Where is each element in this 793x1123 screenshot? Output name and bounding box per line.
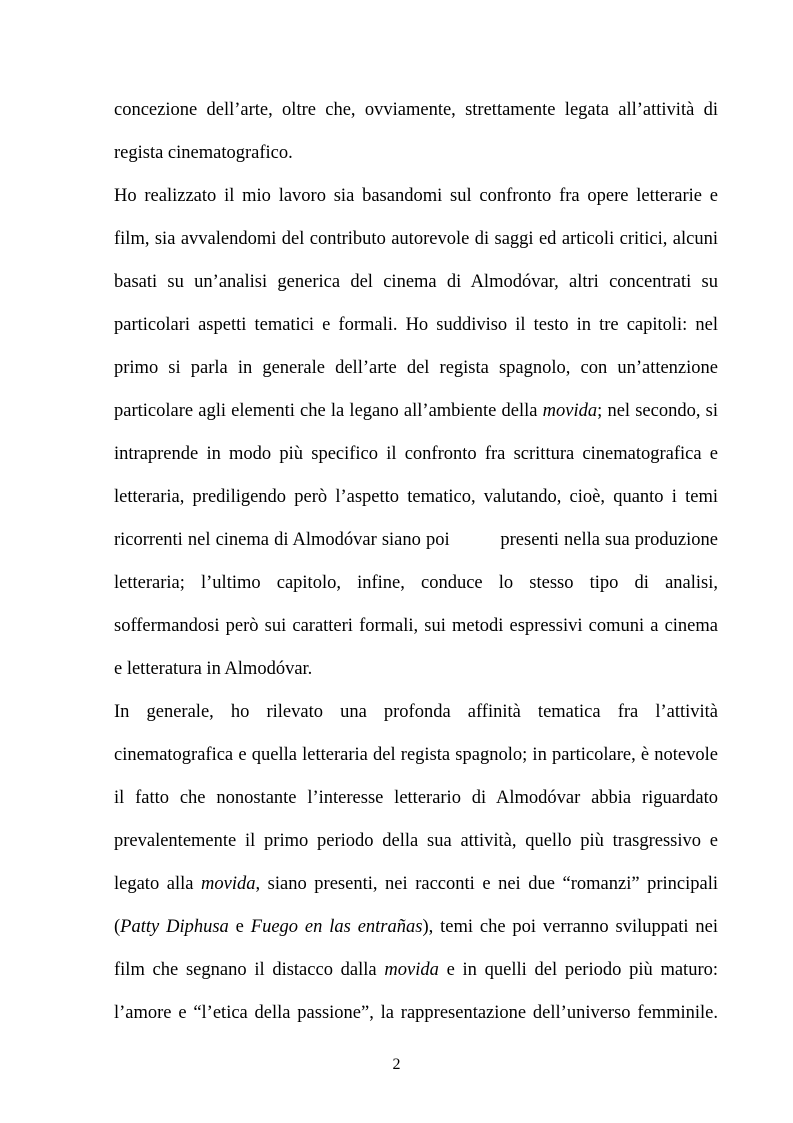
text-segment: intraprende in modo più specifico il confronto fra scrittura cinematografica e <box>114 444 718 464</box>
text-segment: basati su un’analisi generica del cinema di Almodóvar, altri concentrati su <box>114 272 718 292</box>
text-segment: film, sia avvalendomi del contributo autorevole di saggi ed articoli critici, alcuni <box>114 229 718 249</box>
text-line <box>114 304 718 347</box>
text-segment: e letteratura in Almodóvar. <box>114 659 313 679</box>
text-segment: l’amore e “l’etica della passione”, la rappresentazione dell’universo femminile. <box>114 1003 718 1023</box>
italic-text: Fuego en las entrañas <box>250 917 423 937</box>
text-line <box>114 992 718 1035</box>
text-segment: film che segnano il distacco dalla <box>114 960 385 980</box>
text-segment: In generale, ho rilevato una profonda affinità tematica fra l’attività <box>114 702 718 722</box>
page-number: 2 <box>392 1056 401 1073</box>
italic-text: Patty Diphusa <box>120 917 229 937</box>
text-line <box>114 175 718 218</box>
text-segment: ricorrenti nel cinema di Almodóvar siano poi presenti nella sua produzione <box>114 530 718 550</box>
text-segment: e in quelli del periodo più maturo: <box>438 960 718 980</box>
text-segment: Ho realizzato il mio lavoro sia basandomi sul confronto fra opere letterarie e <box>114 186 718 206</box>
italic-text: movida <box>384 960 439 980</box>
body-text <box>114 89 718 1035</box>
text-line <box>114 820 718 863</box>
text-segment: ; nel secondo, si <box>597 401 718 421</box>
text-line <box>114 433 718 476</box>
text-line <box>114 347 718 390</box>
italic-text: movida <box>201 874 256 894</box>
text-line <box>114 906 718 949</box>
text-segment: legato alla <box>114 874 202 894</box>
text-segment: , siano presenti, nei racconti e nei due “romanzi” principali <box>255 874 719 894</box>
text-segment: particolari aspetti tematici e formali. Ho suddiviso il testo in tre capitoli: nel <box>114 315 718 335</box>
text-segment: prevalentemente il primo periodo della sua attività, quello più trasgressivo e <box>114 831 718 851</box>
text-segment: e <box>228 917 251 937</box>
text-line <box>114 562 718 605</box>
text-segment: regista cinematografico. <box>114 143 293 163</box>
text-line <box>114 89 718 132</box>
text-segment: particolare agli elementi che la legano all’ambiente della <box>114 401 543 421</box>
text-line <box>114 648 718 691</box>
text-line <box>114 261 718 304</box>
text-segment: concezione dell’arte, oltre che, ovviamente, strettamente legata all’attività di <box>114 100 718 120</box>
text-segment: letteraria, prediligendo però l’aspetto tematico, valutando, cioè, quanto i temi <box>114 487 718 507</box>
text-segment: cinematografica e quella letteraria del regista spagnolo; in particolare, è notevole <box>114 745 718 765</box>
text-line <box>114 218 718 261</box>
text-line <box>114 777 718 820</box>
text-line <box>114 691 718 734</box>
text-line <box>114 390 718 433</box>
text-line <box>114 519 718 562</box>
text-line <box>114 605 718 648</box>
text-segment: soffermandosi però sui caratteri formali, sui metodi espressivi comuni a cinema <box>114 616 718 636</box>
text-line <box>114 863 718 906</box>
text-line <box>114 734 718 777</box>
text-segment: ( <box>114 917 121 937</box>
text-segment: ), temi che poi verranno sviluppati nei <box>422 917 718 937</box>
text-line <box>114 476 718 519</box>
text-segment: primo si parla in generale dell’arte del regista spagnolo, con un’attenzione <box>114 358 718 378</box>
text-segment: letteraria; l’ultimo capitolo, infine, conduce lo stesso tipo di analisi, <box>114 573 718 593</box>
text-line <box>114 949 718 992</box>
text-segment: il fatto che nonostante l’interesse letterario di Almodóvar abbia riguardato <box>114 788 718 808</box>
italic-text: movida <box>542 401 598 421</box>
text-line <box>114 132 718 175</box>
